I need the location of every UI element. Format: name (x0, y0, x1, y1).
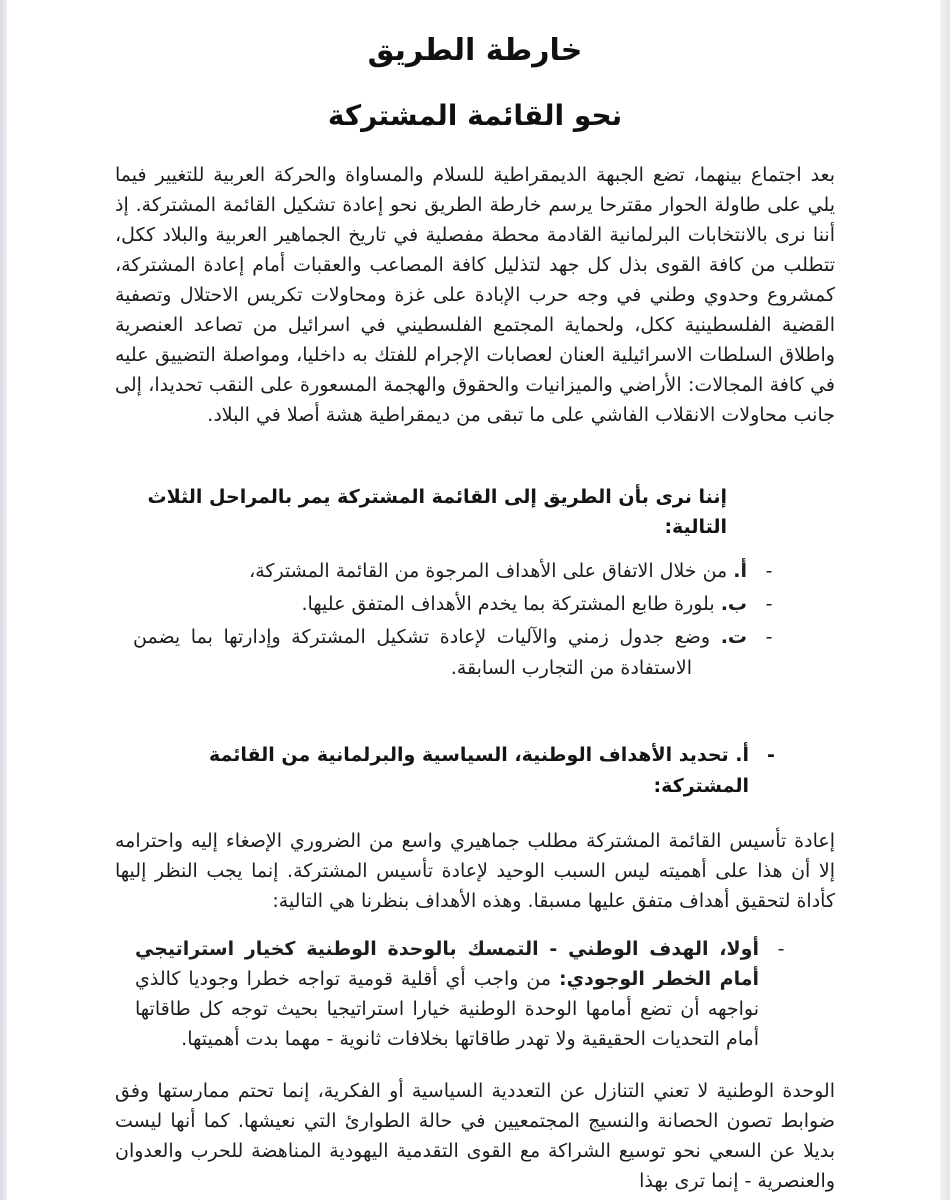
list-dash-icon: - (777, 938, 785, 960)
list-dash-icon: - (765, 593, 773, 615)
list-item-text (115, 622, 747, 684)
list-item-body: بلورة طابع المشتركة بما يخدم الأهداف المتفق عليها. (301, 593, 715, 615)
document-page (115, 0, 835, 1196)
list-item-b (115, 589, 835, 620)
list-dash-icon: - (767, 744, 775, 766)
intro-paragraph: بعد اجتماع بينهما، تضع الجبهة الديمقراطية للسلام والمساواة والحركة العربية للتغيير فيما يلي على طاولة الحوار مقترحا يرسم خارطة الطريق نحو إعادة تشكيل القائمة المشتركة. إذ أننا نرى بالانتخابات البرلمانية القادمة محطة مفصلية في تاريخ الجماهير العربية والبلاد ككل، تتطلب من كافة القوى بذل كل جهد لتذليل كافة المصاعب والعقبات أمام إعادة المشتركة، كمشروع وحدوي وطني في وجه حرب الإبادة على غزة ومحاولات تكريس الاحتلال وتصفية القضية الفلسطينية ككل، ولحماية المجتمع الفلسطيني في اسرائيل من تصاعد العنصرية واطلاق السلطات الاسرائيلية العنان لعصابات الإجرام للفتك به داخليا، ومواصلة التضييق عليه في كافة المجالات: الأراضي والميزانيات والحقوق والهجمة المسعورة على النقب تحديدا، إلى جانب محاولات الانقلاب الفاشي على ما تبقى من ديمقراطية هشة أصلا في البلاد. (115, 164, 835, 426)
stages-list (115, 556, 835, 684)
first-goal-body: من واجب أي أقلية قومية تواجه خطرا وجوديا كالذي نواجهه أن تضع أمامها الوحدة الوطنية خيارا استراتيجيا بحيث توجه كل طاقاتها أمام التحديات الحقيقية ولا تهدر طاقاتها بخلافات ثانوية - مهما بدت أهميتها. (135, 968, 759, 1050)
list-item-text (115, 556, 747, 587)
list-item-lead: ت. (720, 626, 748, 648)
list-dash-icon: - (765, 560, 773, 582)
first-goal-item (115, 934, 835, 1054)
list-item-a (115, 556, 835, 587)
list-dash-icon: - (765, 626, 773, 648)
page-edge-right (940, 0, 950, 1200)
first-goal-lead: أولا، الهدف الوطني - التمسك بالوحدة الوطنية كخيار استراتيجي أمام الخطر الوجودي: (135, 938, 759, 990)
list-item-body: وضع جدول زمني والآليات لإعادة تشكيل المشتركة وإدارتها بما يضمن الاستفادة من التجارب السابقة. (133, 626, 711, 679)
document-title: خارطة الطريق (367, 33, 583, 68)
unity-paragraph: الوحدة الوطنية لا تعني التنازل عن التعددية السياسية أو الفكرية، إنما تحتم ممارستها وفق ضوابط تصون الحصانة والنسيج المجتمعيين في حالة الطوارئ التي نعيشها. كما أنها ليست بديلا عن السعي نحو توسيع الشراكة مع القوى التقدمية اليهودية المناهضة للحرب والعدوان والعنصرية - إنما ترى بهذا (115, 1080, 835, 1192)
goals-heading (115, 740, 835, 802)
goals-intro-paragraph: إعادة تأسيس القائمة المشتركة مطلب جماهيري واسع من الضروري الإصغاء إليه واحترامه إلا أن هذا على أهميته ليس السبب الوحيد لإعادة تأسيس المشتركة. إنما يجب النظر إليها كأداة لتحقيق أهداف متفق عليها مسبقا. وهذه الأهداف بنظرنا هي التالية: (115, 830, 835, 912)
list-item-body: من خلال الاتفاق على الأهداف المرجوة من القائمة المشتركة، (249, 560, 728, 582)
stages-heading: إننا نرى بأن الطريق إلى القائمة المشتركة يمر بالمراحل الثلاث التالية: (147, 486, 727, 538)
page-edge-left (0, 0, 7, 1200)
list-item-lead: أ. (733, 560, 747, 582)
document-subtitle: نحو القائمة المشتركة (327, 99, 623, 132)
goals-heading-text: أ. تحديد الأهداف الوطنية، السياسية والبرلمانية من القائمة المشتركة: (208, 744, 749, 797)
list-item-t (115, 622, 835, 684)
list-item-text (115, 589, 747, 620)
first-goal-text (115, 934, 759, 1054)
list-item-lead: ب. (720, 593, 747, 615)
